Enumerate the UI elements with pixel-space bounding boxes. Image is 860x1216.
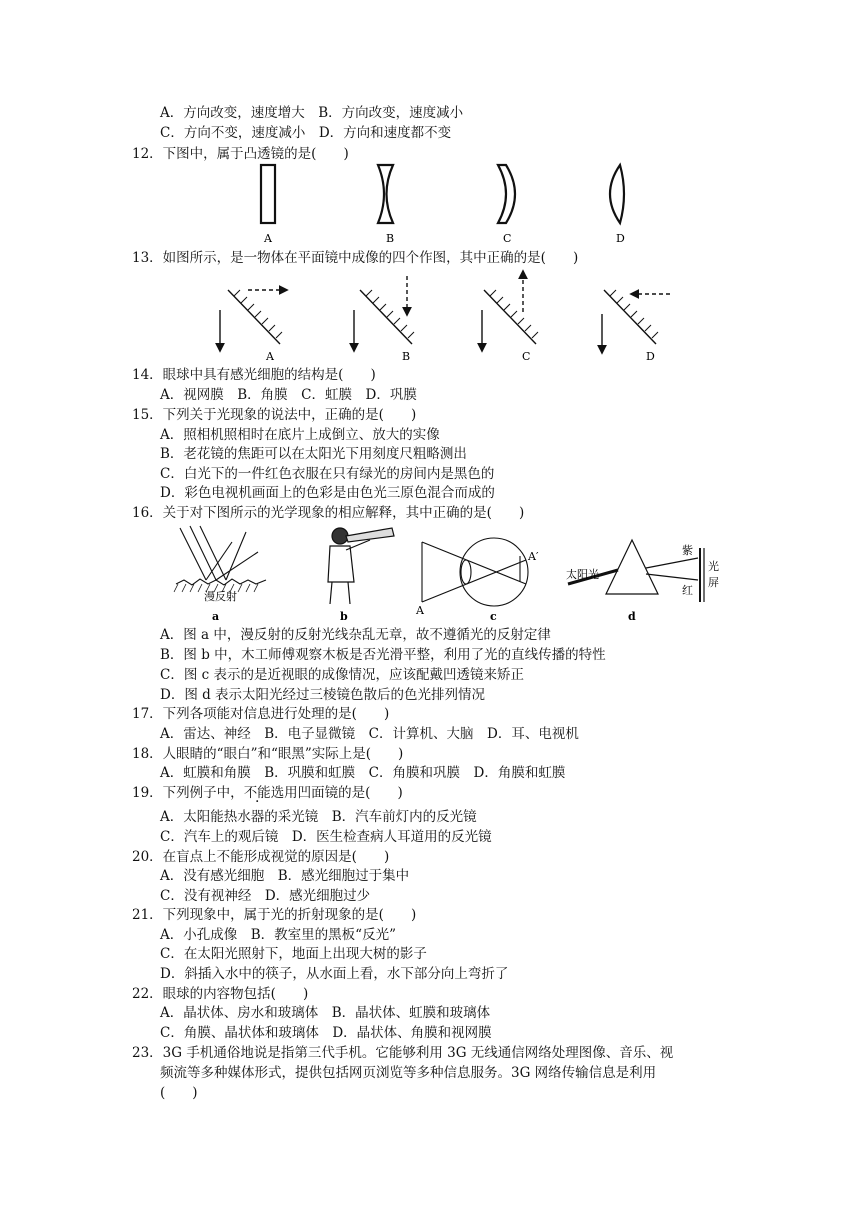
q20-options-cd: C．没有视神经 D．感光细胞过少 — [160, 888, 371, 904]
q23-line-3: ( ) — [160, 1085, 198, 1101]
q21-option-d: D．斜插入水中的筷子，从水面上看，水下部分向上弯折了 — [160, 966, 509, 982]
fig-c-label: c — [490, 610, 497, 623]
q16-option-b: B．图 b 中，木工师傅观察木板是否光滑平整，利用了光的直线传播的特性 — [160, 647, 606, 663]
q19-stem-post: 选用凹面镜的是( ) — [270, 785, 403, 801]
fig-b-label: b — [340, 610, 348, 623]
fig-d-purple: 紫 — [682, 544, 693, 557]
fig-a-caption: 漫反射 — [204, 590, 237, 603]
lens-b-shape — [378, 165, 393, 223]
q19-stem-pre: 19．下列例子中， — [132, 785, 244, 801]
q13-stem: 13．如图所示，是一物体在平面镜中成像的四个作图，其中正确的是( ) — [132, 250, 579, 266]
q16-option-a: A．图 a 中，漫反射的反射光线杂乱无章，故不遵循光的反射定律 — [160, 627, 551, 643]
q12-stem: 12．下图中，属于凸透镜的是( ) — [132, 146, 349, 162]
fig-c-point-a: A — [416, 604, 424, 617]
fig-a-label: a — [212, 610, 220, 623]
q15-option-d: D．彩色电视机画面上的色彩是由色光三原色混合而成的 — [160, 485, 495, 501]
q21-options-ab: A．小孔成像 B．教室里的黑板“反光” — [160, 927, 396, 943]
q16-option-c: C．图 c 表示的是近视眼的成像情况，应该配戴凹透镜来矫正 — [160, 667, 524, 683]
fig-d-screen-2: 屏 — [708, 576, 719, 589]
lens-c-shape — [498, 165, 515, 223]
q18-stem: 18．人眼睛的“眼白”和“眼黑”实际上是( ) — [132, 746, 404, 762]
carpenter-figure — [328, 528, 394, 604]
q23-line-2: 频流等多种媒体形式，提供包括网页浏览等多种信息服务。3G 网络传输信息是利用 — [160, 1065, 657, 1081]
q19-options-ab: A．太阳能热水器的采光镜 B．汽车前灯内的反光镜 — [160, 809, 477, 825]
q13-label-c: C — [522, 350, 531, 363]
q16-optics-figure — [170, 522, 730, 626]
fig-d-label: d — [628, 610, 636, 623]
lens-a-shape — [261, 165, 275, 223]
q16-stem: 16．关于对下图所示的光学现象的相应解释，其中正确的是( ) — [132, 505, 525, 521]
fig-c-point-a-prime: A′ — [528, 550, 539, 563]
q12-label-a: A — [264, 232, 272, 245]
q13-mirror-figure — [200, 268, 680, 364]
q20-stem: 20．在盲点上不能形成视觉的原因是( ) — [132, 849, 390, 865]
q17-options: A．雷达、神经 B．电子显微镜 C．计算机、大脑 D．耳、电视机 — [160, 726, 579, 742]
fig-d-screen-1: 光 — [708, 560, 719, 573]
fig-d-sunlight: 太阳光 — [566, 568, 599, 581]
q13-label-b: B — [402, 350, 411, 363]
q23-line-1: 23．3G 手机通俗地说是指第三代手机。它能够利用 3G 无线通信网络处理图像、音乐、视 — [132, 1045, 674, 1061]
q12-label-b: B — [386, 232, 395, 245]
eye-diagram — [422, 538, 528, 606]
q19-stem — [132, 784, 403, 802]
q14-stem: 14．眼球中具有感光细胞的结构是( ) — [132, 367, 376, 383]
q18-options: A．虹膜和角膜 B．巩膜和虹膜 C．角膜和巩膜 D．角膜和虹膜 — [160, 765, 566, 781]
q15-stem: 15．下列关于光现象的说法中，正确的是( ) — [132, 407, 417, 423]
q15-option-a: A．照相机照相时在底片上成倒立、放大的实像 — [160, 427, 440, 443]
q11-options-ab: A．方向改变，速度增大 B．方向改变，速度减小 — [160, 105, 464, 121]
q21-stem: 21．下列现象中，属于光的折射现象的是( ) — [132, 907, 417, 923]
q22-stem: 22．眼球的内容物包括( ) — [132, 986, 309, 1002]
q16-option-d: D．图 d 表示太阳光经过三棱镜色散后的色光排列情况 — [160, 687, 486, 703]
q15-option-c: C．白光下的一件红色衣服在只有绿光的房间内是黑色的 — [160, 466, 495, 482]
q12-label-d: D — [616, 232, 625, 245]
q13-label-d: D — [646, 350, 655, 363]
q20-options-ab: A．没有感光细胞 B．感光细胞过于集中 — [160, 868, 410, 884]
q17-stem: 17．下列各项能对信息进行处理的是( ) — [132, 706, 390, 722]
lens-d-shape — [610, 165, 624, 223]
q19-options-cd: C．汽车上的观后镜 D．医生检查病人耳道用的反光镜 — [160, 829, 492, 845]
q22-options-ab: A．晶状体、房水和玻璃体 B．晶状体、虹膜和玻璃体 — [160, 1005, 491, 1021]
q12-label-c: C — [503, 232, 512, 245]
q13-label-a: A — [266, 350, 274, 363]
q19-stem-emphasis: 不能 — [243, 785, 271, 801]
q11-options-cd: C．方向不变，速度减小 D．方向和速度都不变 — [160, 125, 452, 141]
fig-d-red: 红 — [682, 584, 693, 597]
q22-options-cd: C．角膜、晶状体和玻璃体 D．晶状体、角膜和视网膜 — [160, 1025, 492, 1041]
q14-options: A．视网膜 B．角膜 C．虹膜 D．巩膜 — [160, 387, 417, 403]
q12-lens-figure — [230, 160, 650, 248]
q21-option-c: C．在太阳光照射下，地面上出现大树的影子 — [160, 946, 427, 962]
q15-option-b: B．老花镜的焦距可以在太阳光下用刻度尺粗略测出 — [160, 446, 467, 462]
